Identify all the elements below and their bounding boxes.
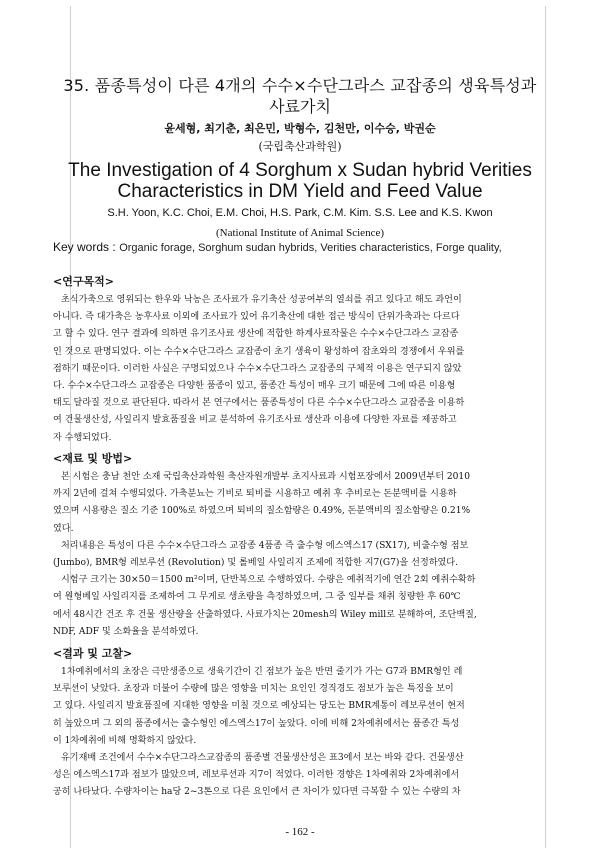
section-heading-purpose: <연구목적> bbox=[53, 275, 114, 288]
text-line: 초식가축으로 영위되는 한우와 낙농은 조사료가 유기축산 성공여부의 열쇠를 쥐고 있다고 해도 과언이 bbox=[61, 295, 462, 305]
korean-title-line1: 35. 품종특성이 다른 4개의 수수×수단그라스 교잡종의 생육특성과 bbox=[63, 76, 537, 95]
section-body-methods bbox=[53, 469, 547, 641]
english-title-line2: Characteristics in DM Yield and Feed Value bbox=[117, 181, 483, 202]
text-line: 보루션이 낮았다. 초장과 더불어 수량에 많은 영향을 미치는 요인인 경직경도 점보가 높은 특징을 보이 bbox=[53, 684, 454, 695]
text-line: 여 원형베일 사일리지를 조제하여 그 무게로 생초량을 측정하였으며, 그 중 일부를 채취 칭량한 후 60℃ bbox=[53, 592, 461, 603]
text-line: 성은 에스엑스17과 점보가 많았으며, 레보루션과 지7이 적었다. 이러한 경향은 1차예취와 2차예취에서 bbox=[53, 770, 460, 781]
korean-authors: 윤세형, 최기춘, 최은민, 박형수, 김천만, 이수승, 박권순 bbox=[164, 122, 436, 135]
english-affiliation: (National Institute of Animal Science) bbox=[215, 227, 384, 239]
keywords-label: Key words : bbox=[53, 240, 116, 254]
english-authors: S.H. Yoon, K.C. Choi, E.M. Choi, H.S. Park, C.M. Kim. S.S. Lee and K.S. Kwon bbox=[107, 207, 493, 219]
text-line: (Jumbo), BMR형 레보루션 (Revolution) 및 롤베일 사일리지 조제에 적합한 지7(G7)을 선정하였다. bbox=[53, 558, 458, 569]
section-body-purpose bbox=[53, 292, 547, 447]
text-line: 자 수행되었다. bbox=[53, 432, 112, 443]
text-line: 처리내용은 특성이 다른 수수×수단그라스 교잡종 4품종 즉 출수형 에스엑스17 (SX17), 비출수형 점보 bbox=[61, 540, 469, 551]
text-line: 태도 달라질 것으로 판단된다. 따라서 본 연구에서는 품종특성이 다른 수수×수단그라스 교잡종을 이용하 bbox=[53, 398, 465, 409]
text-line: 히 높았으며 그 외의 품종에서는 출수형인 에스엑스17이 높았다. 이에 비해 2차예취에서는 품종간 특성 bbox=[53, 718, 460, 729]
text-line: 였다. bbox=[53, 523, 74, 534]
section-body-results bbox=[53, 664, 547, 802]
text-line: NDF, ADF 및 소화율을 분석하였다. bbox=[53, 626, 199, 637]
text-line: 여 건물생산성, 사일리지 발효품질을 비교 분석하여 유기조사료 생산과 이용에 다양한 자료를 제공하고 bbox=[53, 415, 457, 426]
text-line: 시험구 크기는 30×50＝1500 m²이며, 단반복으로 수행하였다. 수량은 예취적기에 연간 2회 예취수확하 bbox=[61, 575, 476, 586]
text-line: 다. 수수×수단그라스 교잡종은 다양한 품종이 있고, 품종간 특성이 매우 크기 때문에 그에 따른 이용형 bbox=[53, 381, 456, 392]
text-line: 점하기 때문이다. 이러한 사실은 구명되었으나 수수×수단그라스 교잡종의 구체적 이용은 연구되지 않았 bbox=[53, 363, 462, 374]
text-line: 유기재배 조건에서 수수×수단그라스교잡종의 품종별 건물생산성은 표3에서 보는 바와 같다. 건물생산 bbox=[61, 753, 464, 764]
section-heading-results: <결과 및 고찰> bbox=[53, 647, 133, 660]
text-line: 였으며 시용량은 질소 기준 100%로 하였으며 퇴비의 질소함량은 0.49%, 돈분액비의 질소함량은 0.21% bbox=[53, 506, 471, 517]
section-heading-methods: <재료 및 방법> bbox=[53, 452, 133, 465]
text-line: 공히 나타났다. 수량차이는 ha당 2~3톤으로 다른 요인에서 큰 차이가 있다면 극복할 수 있는 수량의 차 bbox=[53, 787, 461, 798]
keywords bbox=[53, 240, 502, 256]
korean-affiliation: (국립축산과학원) bbox=[258, 140, 342, 153]
korean-title-line2: 사료가치 bbox=[269, 97, 331, 116]
text-line: 까지 2년에 걸쳐 수행되었다. 가축분뇨는 기비로 퇴비를 시용하고 예취 후 추비로는 돈분액비를 시용하 bbox=[53, 489, 457, 500]
text-line: 아니다. 즉 대가축은 농후사료 이외에 조사료가 있어 유기축산에 대한 접근 방식이 단위가축과는 다르다 bbox=[53, 312, 460, 323]
text-line: 고 할 수 있다. 연구 결과에 의하면 유기조사료 생산에 적합한 하계사료작물은 수수×수단그라스 교잡종 bbox=[53, 329, 459, 340]
text-line: 1차예취에서의 초장은 극만생종으로 생육기간이 긴 점보가 높은 반면 줄기가 가는 G7과 BMR형인 레 bbox=[61, 667, 463, 677]
text-line: 본 시험은 충남 천안 소재 국립축산과학원 축산자원개발부 초지사료과 시험포장에서 2009년부터 2010 bbox=[61, 472, 471, 482]
page-number: - 162 - bbox=[285, 826, 315, 838]
text-line: 고 있다. 사일리지 발효품질에 지대한 영향을 미칠 것으로 예상되는 당도는 BMR계통이 레보루션이 현저 bbox=[53, 701, 465, 712]
keywords-text: Organic forage, Sorghum sudan hybrids, Verities characteristics, Forge quality, bbox=[119, 242, 502, 254]
text-line: 에서 48시간 건조 후 건물 생산량을 산출하였다. 사료가치는 20mesh의 Wiley mill로 분해하여, 조단백질, bbox=[53, 609, 477, 620]
text-line: 인 것으로 판명되었다. 이는 수수×수단그라스 교잡종이 초기 생육이 왕성하여 잡초와의 경쟁에서 우위를 bbox=[53, 346, 465, 357]
text-line: 이 1차예취에 비해 명확하지 않았다. bbox=[53, 735, 197, 746]
english-title-line1: The Investigation of 4 Sorghum x Sudan hybrid Verities bbox=[68, 160, 532, 181]
